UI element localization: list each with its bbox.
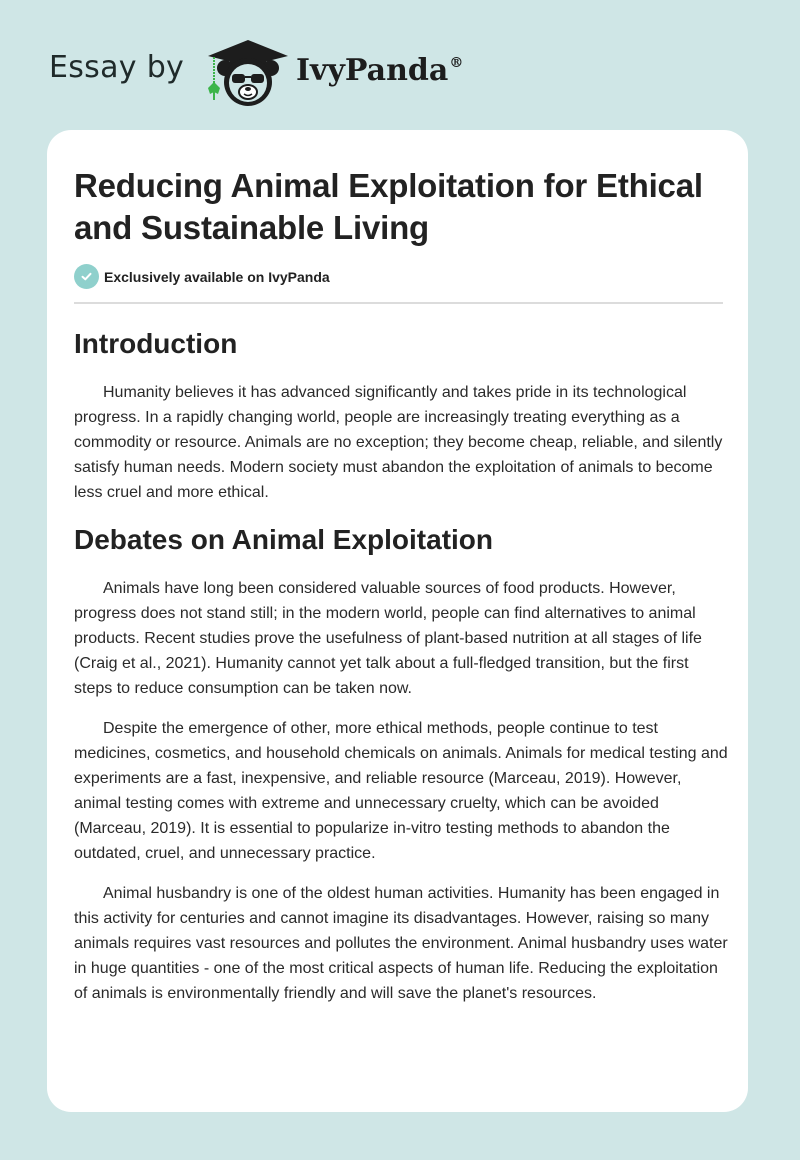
page-title: Reducing Animal Exploitation for Ethical and Sustainable Living [74, 167, 703, 246]
section-introduction [74, 324, 729, 505]
brand-logo-text[interactable] [296, 53, 463, 88]
section-heading: Debates on Animal Exploitation [74, 524, 494, 555]
check-circle-icon [74, 264, 99, 289]
essay-by-label: Essay by [49, 50, 185, 85]
essay-card [47, 130, 748, 1112]
section-debates [74, 520, 729, 1006]
exclusive-badge [74, 264, 330, 289]
site-header [0, 0, 800, 130]
paragraph: Animal husbandry is one of the oldest human activities. Humanity has been engaged in this activity for centuries and cannot imagine its disadvantages. However, raising so many animals requires vast resources and pollutes the environment. Animal husbandry uses water in huge quantities - one of the most critical aspects of human life. Reducing the exploitation of animals is environmentally friendly and will save the planet's resources. [74, 885, 728, 1002]
divider [74, 302, 723, 304]
paragraph: Humanity believes it has advanced significantly and takes pride in its technological progress. In a rapidly changing world, people are increasingly treating everything as a commodity or resource. Animals are no exception; they become cheap, reliable, and silently satisfy human needs. Modern society must abandon the exploitation of animals to become less cruel and more ethical. [74, 384, 723, 501]
paragraph: Despite the emergence of other, more ethical methods, people continue to test medicines, cosmetics, and household chemicals on animals. Animals for medical testing and experiments are a fast, inexpensive, and reliable resource (Marceau, 2019). However, animal testing comes with extreme and unnecessary cruelty, which can be avoided (Marceau, 2019). It is essential to popularize in-vitro testing methods to abandon the outdated, cruel, and unnecessary practice. [74, 720, 728, 862]
section-heading: Introduction [74, 328, 238, 359]
registered-mark: ® [449, 55, 464, 71]
essay-body [74, 324, 729, 1021]
panda-graduate-icon[interactable] [202, 36, 294, 108]
brand-name: IvyPanda [296, 53, 449, 88]
paragraph: Animals have long been considered valuable sources of food products. However, progress does not stand still; in the modern world, people can find alternatives to animal products. Recent studies prove the usefulness of plant-based nutrition at all stages of life (Craig et al., 2021). Humanity cannot yet talk about a full-fledged transition, but the first steps to reduce consumption can be taken now. [74, 580, 702, 697]
badge-text: Exclusively available on IvyPanda [104, 268, 330, 285]
